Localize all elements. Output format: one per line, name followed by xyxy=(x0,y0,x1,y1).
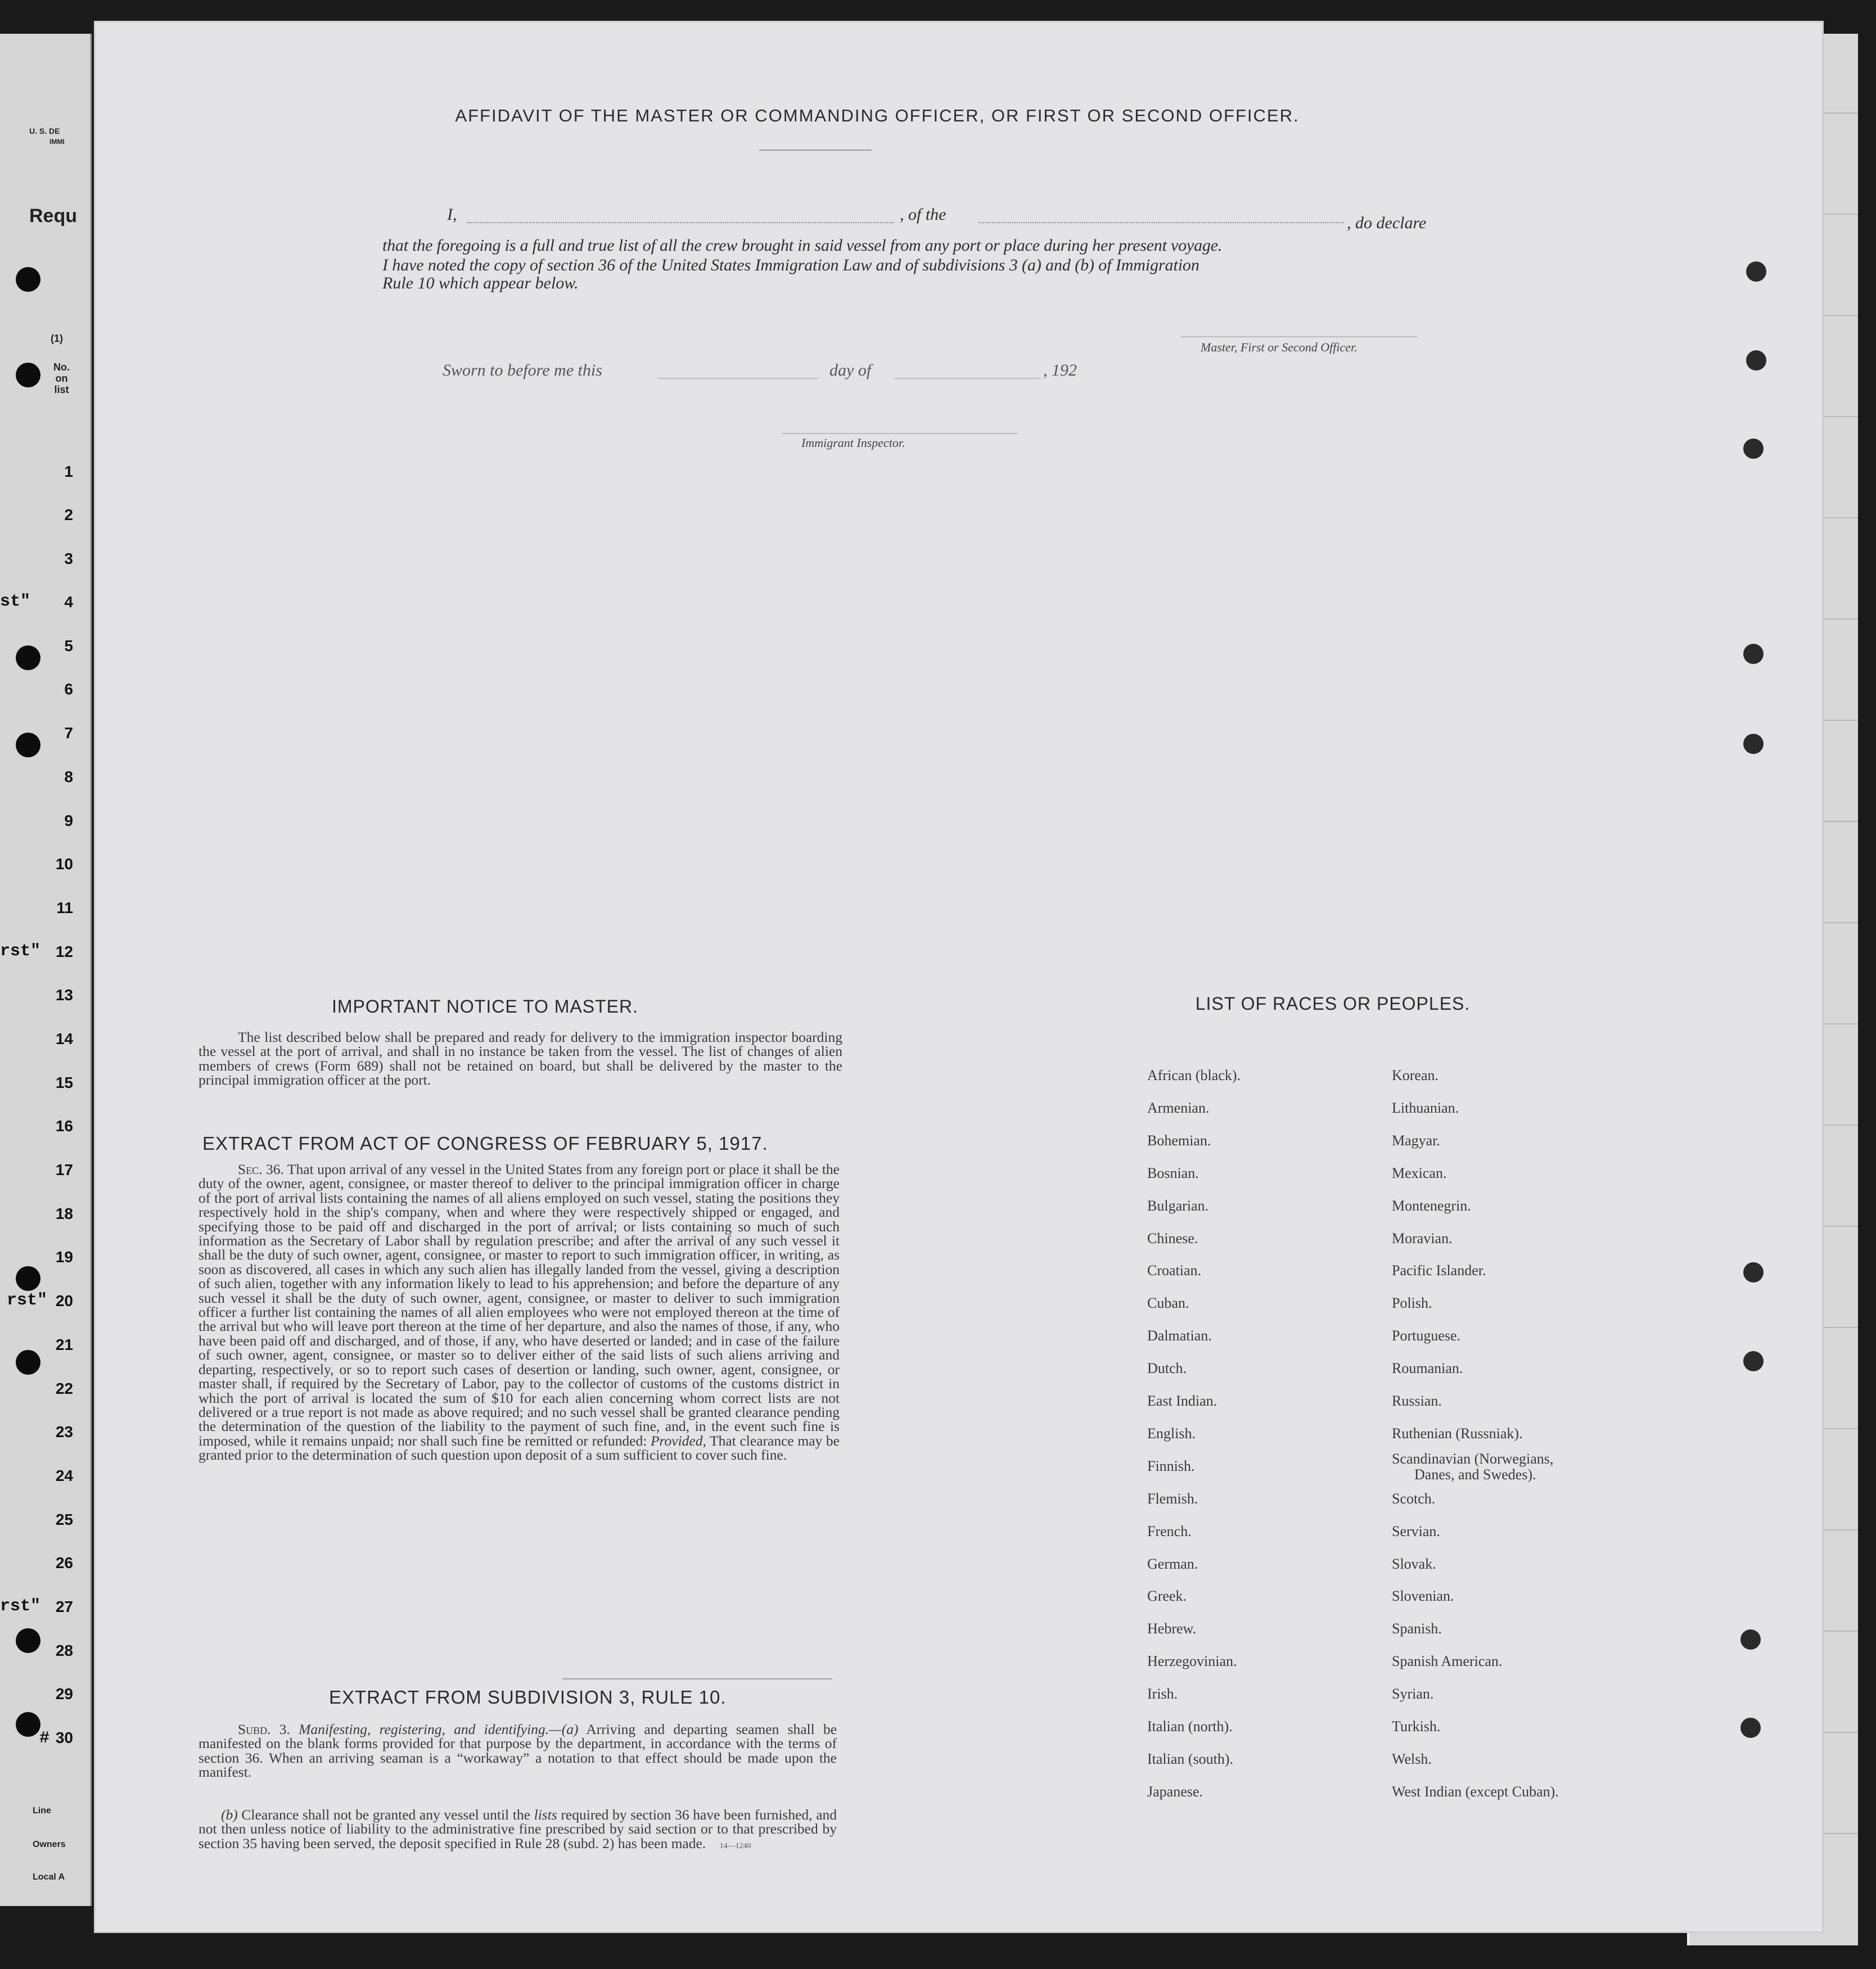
row-number: 6 xyxy=(64,680,73,698)
row-number: 20 xyxy=(55,1292,73,1309)
race-item: Italian (north). xyxy=(1147,1718,1233,1735)
row-number: 26 xyxy=(55,1554,73,1571)
row-number: 28 xyxy=(55,1642,73,1659)
declarant-name-field[interactable] xyxy=(467,222,894,223)
race-item: Greek. xyxy=(1147,1588,1187,1605)
rule-extract-para-a: Subd. 3. Manifesting, registering, and identifying.—(a) Arriving and departing seamen shall be manifested on the blank forms provided for that purpose by the department, in accordance with the terms of section 36. When an arriving seaman is a “workaway” a notation to that effect should be made upon the manifest. xyxy=(199,1721,837,1781)
row-number: 8 xyxy=(64,768,73,785)
race-item: Japanese. xyxy=(1147,1783,1203,1800)
race-item: Mexican. xyxy=(1392,1164,1447,1181)
race-item: East Indian. xyxy=(1147,1393,1217,1409)
row-number: 22 xyxy=(55,1380,73,1397)
row-number: 4 xyxy=(64,593,73,611)
race-item: Slovenian. xyxy=(1392,1588,1454,1605)
declaration-line-2: that the foregoing is a full and true list of all the crew brought in said vessel from any port or place during her present voyage. xyxy=(382,236,1223,255)
races-title: LIST OF RACES OR PEOPLES. xyxy=(1195,993,1471,1014)
race-item: Hebrew. xyxy=(1147,1620,1197,1637)
race-item: Bohemian. xyxy=(1147,1132,1211,1149)
row-number: 12 xyxy=(55,943,73,960)
declarant-prefix: I, xyxy=(447,205,457,224)
title-fragment: Requ xyxy=(29,205,77,227)
race-item: Scotch. xyxy=(1392,1490,1436,1507)
master-signature-caption: Master, First or Second Officer. xyxy=(1201,340,1358,354)
sworn-month-field[interactable] xyxy=(894,378,1040,379)
row-number: 13 xyxy=(55,986,73,1004)
declarant-of-the: , of the xyxy=(900,205,946,224)
row-number: 5 xyxy=(64,637,73,654)
row-number: 2 xyxy=(64,506,73,523)
race-item: Korean. xyxy=(1392,1067,1439,1083)
binder-hole xyxy=(16,645,40,670)
inspector-caption: Immigrant Inspector. xyxy=(801,436,905,450)
race-item: Chinese. xyxy=(1147,1230,1198,1247)
divider xyxy=(759,150,872,151)
row-number: 15 xyxy=(55,1074,73,1091)
sworn-prefix: Sworn to before me this xyxy=(443,361,602,380)
race-item: Russian. xyxy=(1392,1393,1442,1409)
race-item: French. xyxy=(1147,1523,1192,1539)
rule-extract-para-b: (b) Clearance shall not be granted any vessel until the lists required by section 36 have been furnished, and not then unless notice of liability to the administrative fine prescribed by said section or to that prescribed by section 35 having been served, the deposit specified in Rule 28 (subd. 2) has been made. 14—1240 xyxy=(199,1807,837,1851)
row-number: 30 xyxy=(55,1729,73,1746)
row-number: 23 xyxy=(55,1423,73,1440)
sworn-day-of: day of xyxy=(829,361,872,380)
race-item: Lithuanian. xyxy=(1392,1099,1459,1116)
notice-title: IMPORTANT NOTICE TO MASTER. xyxy=(332,996,638,1017)
affidavit-sheet xyxy=(96,22,1822,1931)
binder-hole xyxy=(16,363,40,387)
race-item: Finnish. xyxy=(1147,1457,1195,1474)
footer-label: Line xyxy=(33,1806,51,1816)
race-item: Spanish. xyxy=(1392,1620,1442,1637)
row-number: 9 xyxy=(64,812,73,829)
act-extract-title: EXTRACT FROM ACT OF CONGRESS OF FEBRUARY 5, 1917. xyxy=(202,1133,768,1154)
race-item: Magyar. xyxy=(1392,1132,1440,1149)
race-item: Scandinavian (Norwegians, Danes, and Swedes). xyxy=(1392,1450,1554,1483)
race-item: Turkish. xyxy=(1392,1718,1441,1735)
race-item: Cuban. xyxy=(1147,1295,1189,1312)
binder-hole xyxy=(16,1266,40,1291)
race-item: Herzegovinian. xyxy=(1147,1653,1237,1670)
sworn-day-field[interactable] xyxy=(658,378,818,379)
row-mark: rst" xyxy=(0,942,41,961)
row-number: 14 xyxy=(55,1030,73,1047)
punch-hole xyxy=(1740,1718,1761,1738)
punch-hole xyxy=(1743,734,1764,754)
race-item: Servian. xyxy=(1392,1523,1440,1539)
punch-hole xyxy=(1743,439,1764,459)
row-mark: # xyxy=(39,1729,50,1748)
form-number: 14—1240 xyxy=(719,1841,751,1850)
row-number: 25 xyxy=(55,1511,73,1528)
sworn-year: , 192 xyxy=(1043,361,1077,380)
race-item: Polish. xyxy=(1392,1295,1432,1312)
binder-hole xyxy=(16,1712,40,1737)
race-item: Moravian. xyxy=(1392,1230,1453,1247)
race-item: Croatian. xyxy=(1147,1262,1202,1279)
act-extract-body: Sec. 36. That upon arrival of any vessel in the United States from any foreign port or place it shall be the duty of the owner, agent, consignee, or master thereof to deliver to the principal immigration officer in charge of the port of arrival lists containing the names of all aliens employed on such vessel, stating the positions they respectively hold in the ship's company, when and where they were respectively shipped or engaged, and specifying those to be paid off and discharged in the port of arrival; or lists containing so much of such information as the Secretary of Labor shall by regulation prescribe; and after the arrival of any such vessel it shall be the duty of such owner, agent, consignee, or master to report to such immigration officer, in writing, as soon as discovered, all cases in which any such alien has illegally landed from the vessel, giving a description of such alien, together with any information likely to lead to his apprehension; and before the departure of any such vessel it shall be the duty of such owner, agent, consignee, or master to deliver to such immigration officer a further list containing the names of all alien employees who were not employed thereon at the time of the arrival but who will leave port thereon at the time of her departure, and also the names of those, if any, who have been paid off and discharged, and of those, if any, who have deserted or landed; and in case of the failure of such owner, agent, consignee, or master so to deliver either of the said lists of such aliens arriving and departing, respectively, or so to report such cases of desertion or landing, such owner, agent, consignee, or master shall, if required by the Secretary of Labor, pay to the collector of customs of the customs district in which the port of arrival is located the sum of $10 for each alien concerning whom correct lists are not delivered or a true report is not made as above required; and no such vessel shall be granted clearance pending the determination of the question of the liability to the payment of such fine, and, in the event such fine is imposed, while it remains unpaid; nor shall such fine be remitted or refunded: Provided, That clearance may be granted prior to the determination of such question upon deposit of a sum sufficient to cover such fine. xyxy=(199,1161,840,1464)
race-item: Welsh. xyxy=(1392,1750,1432,1767)
row-number: 3 xyxy=(64,550,73,567)
punch-hole xyxy=(1743,1262,1764,1282)
notice-body: The list described below shall be prepared and ready for delivery to the immigration inspector boarding the vessel at the port of arrival, and shall in no instance be taken from the vessel. The list of changes of alien members of crews (Form 689) shall not be retained on board, but shall be delivered by the master to the principal immigration officer at the port. xyxy=(199,1029,842,1089)
row-number: 29 xyxy=(55,1685,73,1702)
column-marker: (1) xyxy=(51,333,63,344)
race-item: Ruthenian (Russniak). xyxy=(1392,1425,1523,1442)
punch-hole xyxy=(1743,1351,1764,1371)
row-number: 11 xyxy=(56,899,73,916)
punch-hole xyxy=(1746,261,1766,282)
section-divider xyxy=(562,1678,832,1679)
row-number: 7 xyxy=(64,724,73,742)
row-mark: rst" xyxy=(0,1597,41,1616)
race-item: Pacific Islander. xyxy=(1392,1262,1486,1279)
race-item: Bulgarian. xyxy=(1147,1197,1209,1214)
binder-hole xyxy=(16,267,40,292)
affidavit-title: AFFIDAVIT OF THE MASTER OR COMMANDING OFFICER, OR FIRST OR SECOND OFFICER. xyxy=(455,106,1300,125)
race-item: English. xyxy=(1147,1425,1196,1442)
row-number: 27 xyxy=(55,1598,73,1615)
footer-label: Owners xyxy=(33,1840,66,1849)
row-number: 16 xyxy=(55,1117,73,1135)
master-signature-line[interactable] xyxy=(1181,336,1417,337)
agency-line-2: IMMI xyxy=(49,138,65,146)
punch-hole xyxy=(1740,1629,1761,1650)
row-number: 17 xyxy=(55,1161,73,1178)
rule-extract-title: EXTRACT FROM SUBDIVISION 3, RULE 10. xyxy=(329,1687,727,1708)
binder-hole xyxy=(16,733,40,757)
row-number: 10 xyxy=(55,855,73,873)
race-item: Spanish American. xyxy=(1392,1653,1503,1670)
punch-hole xyxy=(1743,644,1764,664)
declaration-line-4: Rule 10 which appear below. xyxy=(382,274,579,292)
agency-line-1: U. S. DE xyxy=(29,127,60,136)
race-item: West Indian (except Cuban). xyxy=(1392,1783,1559,1800)
race-item: African (black). xyxy=(1147,1067,1241,1083)
declarant-suffix: , do declare xyxy=(1347,214,1427,232)
row-number: 1 xyxy=(64,463,73,480)
row-number: 18 xyxy=(55,1205,73,1222)
inspector-signature-line[interactable] xyxy=(782,433,1018,434)
race-item: Syrian. xyxy=(1392,1686,1434,1702)
punch-hole xyxy=(1746,350,1766,371)
race-item: Slovak. xyxy=(1392,1555,1436,1572)
race-item: Flemish. xyxy=(1147,1490,1198,1507)
race-item: Irish. xyxy=(1147,1686,1178,1702)
footer-label: Local A xyxy=(33,1872,65,1882)
race-item: Roumanian. xyxy=(1392,1360,1463,1377)
row-number: 24 xyxy=(55,1467,73,1484)
race-item: Montenegrin. xyxy=(1392,1197,1471,1214)
race-item: Dutch. xyxy=(1147,1360,1187,1377)
race-item: German. xyxy=(1147,1555,1198,1572)
column-header: No. on list xyxy=(53,362,70,395)
race-item: Italian (south). xyxy=(1147,1750,1234,1767)
declaration-line-3: I have noted the copy of section 36 of the United States Immigration Law and of subdivisions 3 (a) and (b) of Immigration xyxy=(382,256,1199,274)
row-mark: rst" xyxy=(7,1291,48,1310)
binder-hole xyxy=(16,1350,40,1375)
race-item-continuation: Danes, and Swedes). xyxy=(1414,1466,1536,1483)
row-mark: st" xyxy=(0,592,31,611)
race-item: Armenian. xyxy=(1147,1099,1210,1116)
binder-hole xyxy=(16,1628,40,1653)
race-item: Portuguese. xyxy=(1392,1327,1461,1344)
vessel-name-field[interactable] xyxy=(978,222,1344,223)
race-item: Bosnian. xyxy=(1147,1164,1199,1181)
race-item: Dalmatian. xyxy=(1147,1327,1212,1344)
row-number: 19 xyxy=(55,1248,73,1266)
previous-page-strip xyxy=(0,34,92,1906)
row-number: 21 xyxy=(55,1336,73,1353)
